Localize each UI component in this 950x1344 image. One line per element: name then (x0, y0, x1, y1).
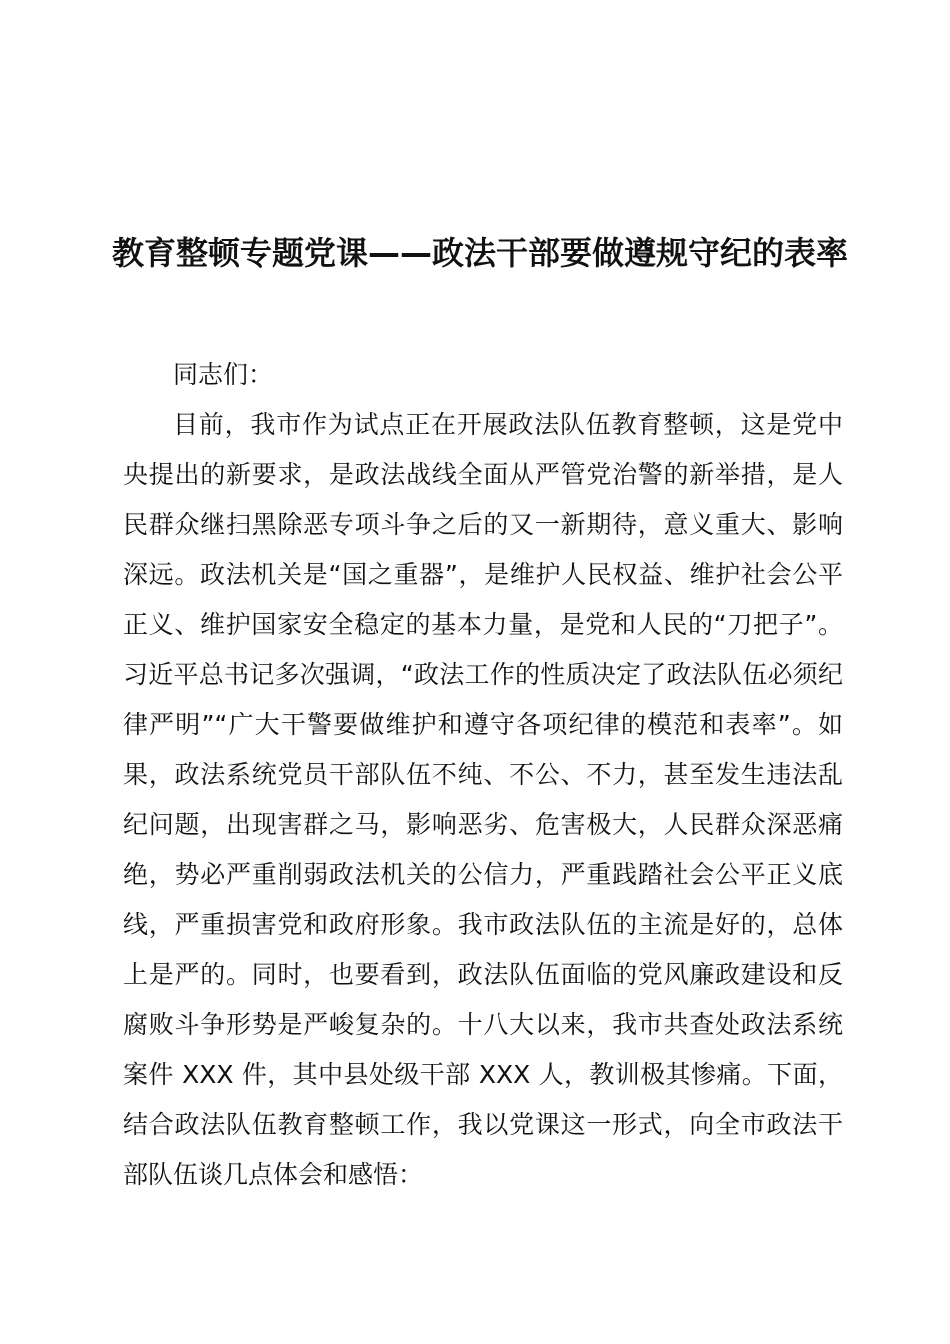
salutation-paragraph: 同志们： (173, 360, 274, 389)
document-title: 教育整顿专题党课——政法干部要做遵规守纪的表率 (111, 234, 848, 272)
body-paragraph: 目前，我市作为试点正在开展政法队伍教育整顿，这是党中央提出的新要求，是政法战线全面从严管党治警的新举措，是人民群众继扫黑除恶专项斗争之后的又一新期待，意义重大、影响深远。政法机关是“国之重器”，是维护人民权益、维护社会公平正义、维护国家安全稳定的基本力量，是党和人民的“刀把子”。习近平总书记多次强调，“政法工作的性质决定了政法队伍必须纪律严明”“广大干警要做维护和遵守各项纪律的模范和表率”。如果，政法系统党员干部队伍不纯、不公、不力，甚至发生违法乱纪问题，出现害群之马，影响恶劣、危害极大，人民群众深恶痛绝，势必严重削弱政法机关的公信力，严重践踏社会公平正义底线，严重损害党和政府形象。我市政法队伍的主流是好的，总体上是严的。同时，也要看到，政法队伍面临的党风廉政建设和反腐败斗争形势是严峻复杂的。十八大以来，我市共查处政法系统案件 XXX 件，其中县处级干部 XXX 人，教训极其惨痛。下面，结合政法队伍教育整顿工作，我以党课这一形式，向全市政法干部队伍谈几点体会和感悟： (123, 410, 843, 1189)
document-body (123, 350, 843, 1200)
